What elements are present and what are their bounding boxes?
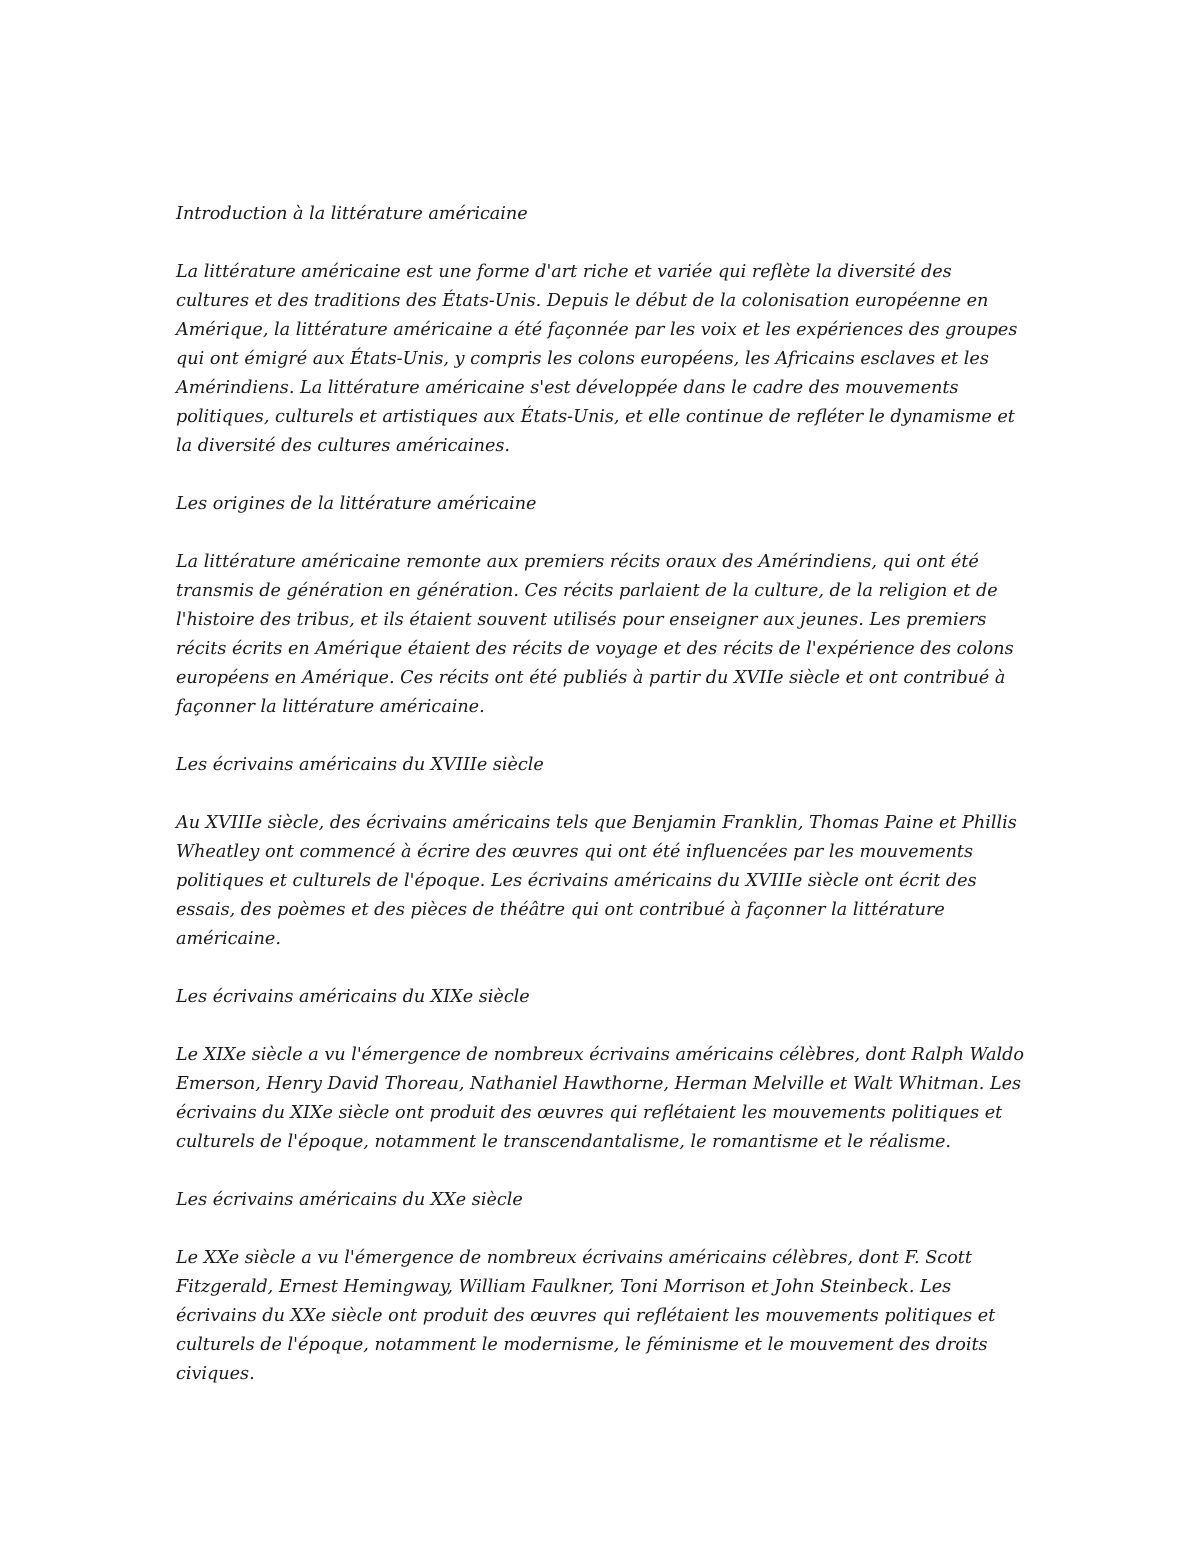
- c20-heading: Les écrivains américains du XXe siècle: [176, 1190, 523, 1210]
- intro-paragraph: La littérature américaine est une forme d'art riche et variée qui reflète la diversité des cultures et des traditions des États-Unis. Depuis le début de la colonisation européenne en Amérique, la littérature américaine a été façonnée par les voix et les expériences des groupes qui ont émigré aux États-Unis, y compris les colons européens, les Africains esclaves et les Amérindiens. La littérature américaine s'est développée dans le cadre des mouvements politiques, culturels et artistiques aux États-Unis, et elle continue de refléter le dynamisme et la diversité des cultures américaines.: [176, 262, 1018, 456]
- c18-heading: Les écrivains américains du XVIIIe siècle: [176, 755, 544, 775]
- origins-paragraph: La littérature américaine remonte aux premiers récits oraux des Amérindiens, qui ont été transmis de génération en génération. Ces récits parlaient de la culture, de la religion et de l'histoire des tribus, et ils étaient souvent utilisés pour enseigner aux jeunes. Les premiers récits écrits en Amérique étaient des récits de voyage et des récits de l'expérience des colons européens en Amérique. Ces récits ont été publiés à partir du XVIIe siècle et ont contribué à façonner la littérature américaine.: [176, 552, 1014, 717]
- c19-paragraph: Le XIXe siècle a vu l'émergence de nombreux écrivains américains célèbres, dont Ralph Waldo Emerson, Henry David Thoreau, Nathaniel Hawthorne, Herman Melville et Walt Whitman. Les écrivains du XIXe siècle ont produit des œuvres qui reflétaient les mouvements politiques et culturels de l'époque, notamment le transcendantalisme, le romantisme et le réalisme.: [176, 1045, 1025, 1152]
- c19-heading: Les écrivains américains du XIXe siècle: [176, 987, 530, 1007]
- c20-paragraph: Le XXe siècle a vu l'émergence de nombreux écrivains américains célèbres, dont F. Scott Fitzgerald, Ernest Hemingway, William Faulkner, Toni Morrison et John Steinbeck. Les écrivains du XXe siècle ont produit des œuvres qui reflétaient les mouvements politiques et culturels de l'époque, notamment le modernisme, le féminisme et le mouvement des droits civiques.: [176, 1248, 996, 1384]
- intro-heading: Introduction à la littérature américaine: [176, 204, 528, 224]
- origins-heading: Les origines de la littérature américaine: [176, 494, 537, 514]
- c18-paragraph: Au XVIIIe siècle, des écrivains américains tels que Benjamin Franklin, Thomas Paine et Phillis Wheatley ont commencé à écrire des œuvres qui ont été influencées par les mouvements politiques et culturels de l'époque. Les écrivains américains du XVIIIe siècle ont écrit des essais, des poèmes et des pièces de théâtre qui ont contribué à façonner la littérature américaine.: [176, 813, 1017, 949]
- document-body: [176, 200, 1030, 1418]
